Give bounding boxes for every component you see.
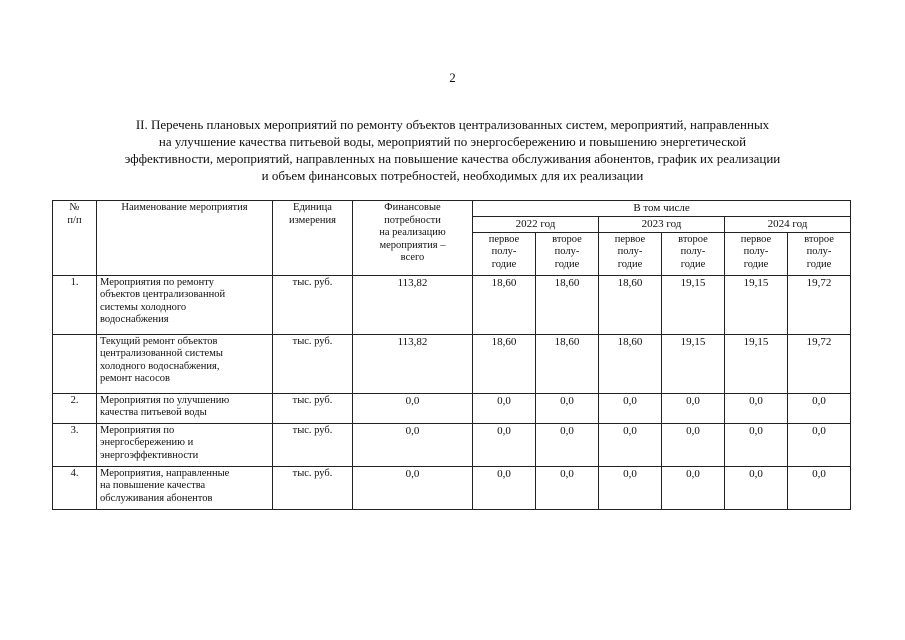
header-first-half: первое полу- годие — [725, 232, 788, 275]
header-year: 2024 год — [725, 216, 851, 232]
row-unit: тыс. руб. — [273, 393, 353, 423]
row-total: 113,82 — [353, 334, 473, 393]
header-unit: Единица измерения — [273, 201, 353, 276]
header-first-half: первое полу- годие — [473, 232, 536, 275]
title-line: II. Перечень плановых мероприятий по ремонту объектов централизованных систем, мероприятий, направленных — [135, 117, 770, 132]
row-total: 0,0 — [353, 466, 473, 509]
row-value: 18,60 — [536, 275, 599, 334]
row-value: 19,15 — [725, 275, 788, 334]
header-name: Наименование мероприятия — [97, 201, 273, 276]
header-row — [53, 201, 851, 217]
row-value: 0,0 — [725, 466, 788, 509]
row-num: 4. — [53, 466, 97, 509]
row-value: 19,15 — [662, 275, 725, 334]
document-title — [60, 116, 845, 184]
row-total: 0,0 — [353, 423, 473, 466]
row-value: 18,60 — [599, 334, 662, 393]
row-value: 0,0 — [788, 393, 851, 423]
row-value: 0,0 — [599, 393, 662, 423]
header-second-half: второе полу- годие — [536, 232, 599, 275]
row-total: 0,0 — [353, 393, 473, 423]
row-value: 0,0 — [725, 393, 788, 423]
row-value: 0,0 — [725, 423, 788, 466]
header-num: № п/п — [53, 201, 97, 276]
row-value: 18,60 — [599, 275, 662, 334]
row-value: 18,60 — [473, 275, 536, 334]
row-value: 0,0 — [599, 423, 662, 466]
row-unit: тыс. руб. — [273, 275, 353, 334]
row-num: 3. — [53, 423, 97, 466]
page-number: 2 — [449, 70, 456, 85]
row-value: 18,60 — [473, 334, 536, 393]
title-line: и объем финансовых потребностей, необходимых для их реализации — [261, 168, 644, 183]
header-second-half: второе полу- годие — [788, 232, 851, 275]
row-value: 0,0 — [536, 393, 599, 423]
row-value: 0,0 — [788, 466, 851, 509]
row-name: Текущий ремонт объектов централизованной системы холодного водоснабжения, ремонт насосов — [97, 334, 273, 393]
row-value: 0,0 — [473, 466, 536, 509]
row-num — [53, 334, 97, 393]
header-year: 2023 год — [599, 216, 725, 232]
table-row — [53, 423, 851, 466]
row-value: 19,15 — [662, 334, 725, 393]
header-finance: Финансовые потребности на реализацию мероприятия – всего — [353, 201, 473, 276]
header-second-half: второе полу- годие — [662, 232, 725, 275]
row-num: 1. — [53, 275, 97, 334]
row-name: Мероприятия по ремонту объектов централизованной системы холодного водоснабжения — [97, 275, 273, 334]
table-row — [53, 466, 851, 509]
row-name: Мероприятия по улучшению качества питьевой воды — [97, 393, 273, 423]
row-unit: тыс. руб. — [273, 423, 353, 466]
table-row — [53, 393, 851, 423]
row-value: 0,0 — [599, 466, 662, 509]
row-value: 0,0 — [662, 423, 725, 466]
row-value: 0,0 — [536, 466, 599, 509]
table-row — [53, 275, 851, 334]
title-line: на улучшение качества питьевой воды, мероприятий по энергосбережению и повышению энергетической — [158, 134, 747, 149]
row-value: 19,15 — [725, 334, 788, 393]
row-name: Мероприятия по энергосбережению и энергоэффективности — [97, 423, 273, 466]
row-value: 0,0 — [536, 423, 599, 466]
row-value: 18,60 — [536, 334, 599, 393]
title-line: эффективности, мероприятий, направленных на повышение качества обслуживания абонентов, график их реализации — [124, 151, 781, 166]
row-value: 19,72 — [788, 275, 851, 334]
header-first-half: первое полу- годие — [599, 232, 662, 275]
row-value: 0,0 — [662, 393, 725, 423]
row-unit: тыс. руб. — [273, 466, 353, 509]
row-num: 2. — [53, 393, 97, 423]
activities-table — [52, 200, 851, 510]
row-total: 113,82 — [353, 275, 473, 334]
row-unit: тыс. руб. — [273, 334, 353, 393]
row-value: 19,72 — [788, 334, 851, 393]
table-row — [53, 334, 851, 393]
row-value: 0,0 — [788, 423, 851, 466]
header-year: 2022 год — [473, 216, 599, 232]
row-name: Мероприятия, направленные на повышение качества обслуживания абонентов — [97, 466, 273, 509]
row-value: 0,0 — [473, 423, 536, 466]
row-value: 0,0 — [662, 466, 725, 509]
header-including: В том числе — [473, 201, 851, 217]
row-value: 0,0 — [473, 393, 536, 423]
